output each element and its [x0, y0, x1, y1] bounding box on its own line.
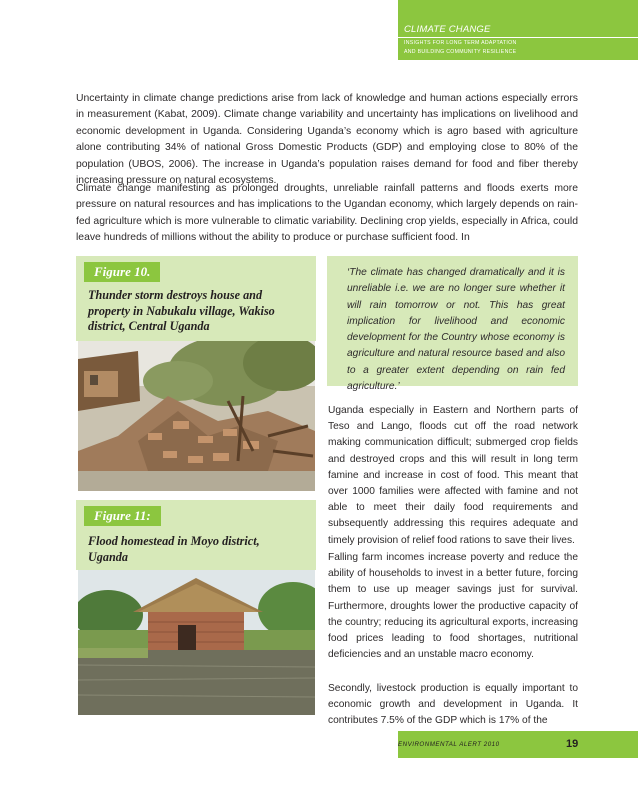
footer-publication: ENVIRONMENTAL ALERT 2010	[398, 741, 500, 748]
figure-10-photo-destroyed-house	[78, 341, 315, 491]
destroyed-house-illustration	[78, 341, 315, 491]
body-paragraph-1: Uncertainty in climate change predictions arise from lack of knowledge and human actions especially errors in measurement (Kabat, 2009). Climate change variability and uncertainty has implications on livelihood and economic development in Uganda. Considering Uganda’s economy which is agro based with agriculture alone contributing 34% of national Gross Domestic Products (GDP) and employing close to 80% of the population (UBOS, 2006). The increase in Uganda’s population raises demand for food and fiber thereby increasing pressure on natural ecosystems.	[76, 93, 578, 187]
figure-11-caption: Flood homestead in Moyo district, Uganda	[88, 534, 260, 564]
figure-11-caption-box	[76, 500, 316, 570]
flooded-homestead-illustration	[78, 570, 315, 715]
header-title: CLIMATE CHANGE	[404, 24, 491, 35]
header-band	[398, 0, 638, 60]
footer-band	[398, 731, 638, 758]
figure-10-caption-box	[76, 256, 316, 341]
page-number: 19	[566, 738, 579, 750]
quote-text: ‘The climate has changed dramatically and it is unreliable i.e. we are no longer sure whether it will rain tomorrow or not. This has great implication for livelihood and economic development for the Country whose economy is agriculture and natural resource based and also to a greater extent depending on rain fed agriculture.’	[347, 267, 565, 393]
header-subtitle-line2: AND BUILDING COMMUNITY RESILIENCE	[404, 49, 517, 55]
figure-11-label: Figure 11:	[84, 506, 161, 526]
figure-11-photo-flooded-homestead	[78, 570, 315, 715]
right-column-paragraph-2: Falling farm incomes increase poverty and reduce the ability of households to invest in a better future, forcing them to use up meager savings just for survival. Furthermore, droughts lower the productive capacity of the country; reducing its agricultural exports, increasing food prices leading to food shortages, nutritional deficiencies and an unstable macro economy.	[328, 552, 578, 661]
figure-10-label: Figure 10.	[84, 262, 160, 282]
right-column-paragraph-1: Uganda especially in Eastern and Northern parts of Teso and Lango, floods cut off the road network making communication difficult; submerged crop fields and destroyed crops and this will result in long term famine and increase in cost of food. This meant that over 1000 families were affected with famine and not able to meet their daily food requirements and subsequently addressing this requires adequate and timely provision of relief food rations to save their lives.	[328, 405, 578, 546]
right-column-paragraph-3: Secondly, livestock production is equally important to economic growth and development in Uganda. It contributes 7.5% of the GDP which is 17% of the	[328, 683, 578, 727]
body-paragraph-2: Climate change manifesting as prolonged droughts, unreliable rainfall patterns and floods exerts more pressure on natural resources and has implications to the Ugandan economy, which largely depends on rain-fed agriculture which is more vulnerable to climatic variability. Declining crop yields, especially in Africa, could leave hundreds of millions without the ability to produce or purchase sufficient food. In	[76, 183, 578, 244]
quote-box	[327, 256, 578, 393]
header-subtitle-line1: INSIGHTS FOR LONG TERM ADAPTATION	[404, 40, 517, 46]
figure-10-caption: Thunder storm destroys house and property in Nabukalu village, Wakiso district, Central Uganda	[88, 288, 275, 333]
header-divider	[398, 37, 638, 38]
